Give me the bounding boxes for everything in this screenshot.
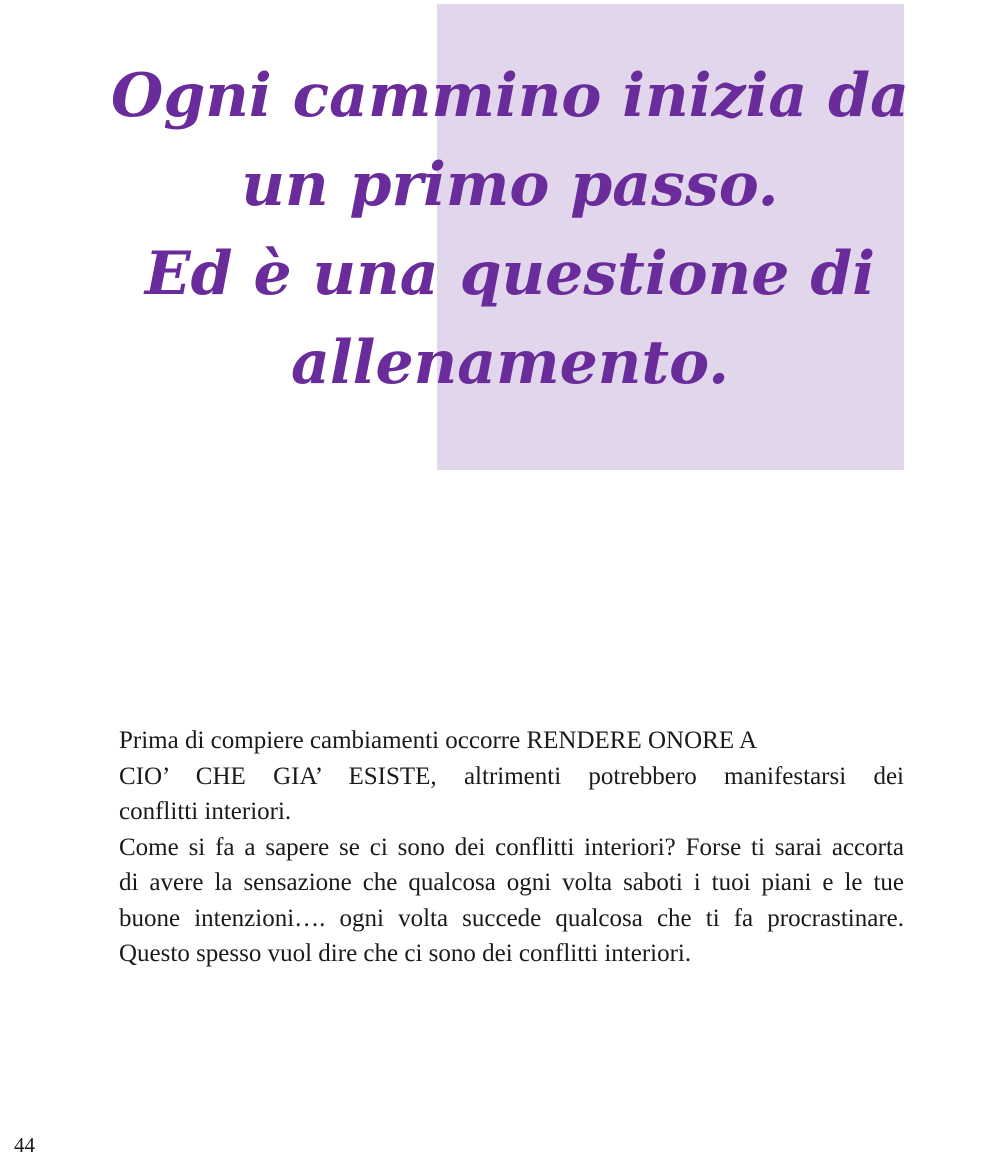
text-line: CIO’ CHE GIA’ ESISTE, altrimenti potrebbero manifestarsi dei [119, 762, 904, 790]
text-line: conflitti interiori. [119, 798, 292, 825]
paragraph-inner-conflicts [119, 830, 904, 972]
quote-heading [80, 52, 940, 408]
quote-line: allenamento. [291, 328, 729, 398]
text-line: Prima di compiere cambiamenti occorre RENDERE ONORE A [119, 727, 758, 754]
page-number: 44 [14, 1133, 35, 1157]
body-text [119, 723, 904, 972]
text-line: Come si fa a sapere se ci sono dei conflitti interiori? Forse ti sarai accorta [119, 833, 904, 861]
text-line: di avere la sensazione che qualcosa ogni volta saboti i tuoi piani e le tue [119, 869, 904, 896]
quote-line: Ed è una questione di [144, 239, 876, 309]
paragraph-honor-existing [119, 723, 904, 830]
text-line: buone intenzioni…. ogni volta succede qualcosa che ti fa procrastinare. [119, 904, 904, 932]
text-line: Questo spesso vuol dire che ci sono dei conflitti interiori. [119, 940, 692, 967]
quote-line: un primo passo. [241, 150, 779, 220]
quote-line: Ogni cammino inizia da [111, 61, 909, 131]
